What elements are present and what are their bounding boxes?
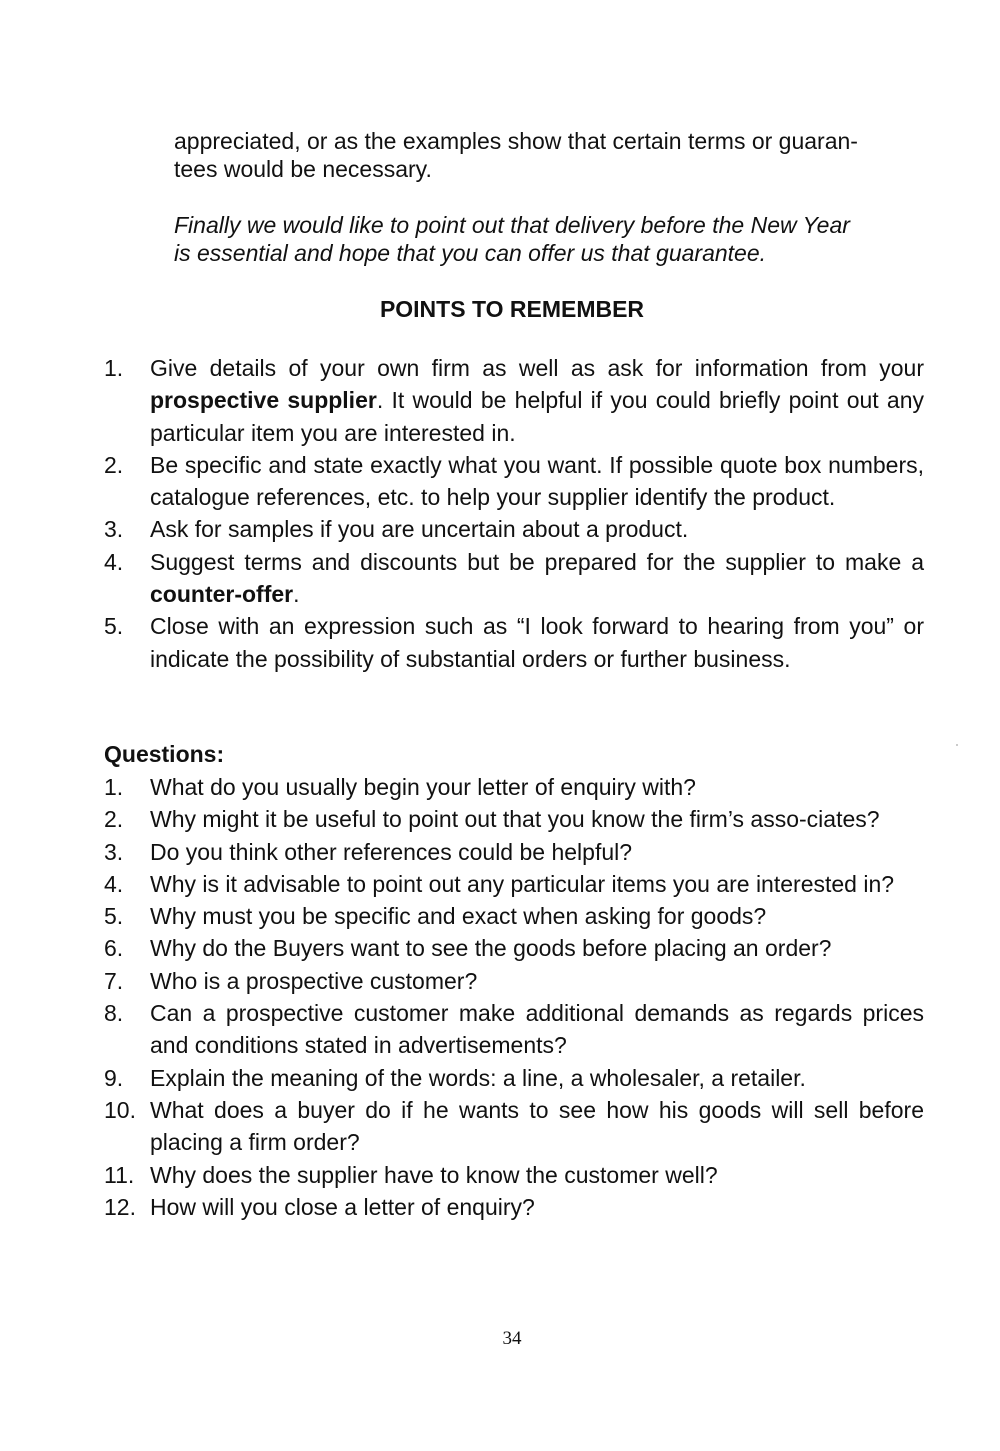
item-text: Do you think other references could be helpful? [150,838,633,865]
list-item [104,449,924,514]
list-item [104,932,924,964]
item-text: What do you usually begin your letter of enquiry with? [150,774,696,800]
item-number: 2. [104,451,124,478]
item-number: 2. [104,806,124,833]
item-number: 12. [104,1193,136,1220]
list-item [104,771,924,803]
item-number: 4. [104,870,124,897]
item-bold: prospective supplier [150,387,377,414]
item-text: Why do the Buyers want to see the goods before placing an order? [150,935,832,962]
intro-line-1: appreciated, or as the examples show that certain terms or guaran- [174,128,858,154]
scan-speck [956,744,958,746]
list-item [104,513,924,545]
item-number: 3. [104,838,124,865]
item-text: How will you close a letter of enquiry? [150,1193,535,1220]
item-text: Close with an expression such as “I look forward to hearing from you” or indicate the possibility of substantial orders or further business. [150,613,924,672]
list-item [104,610,924,675]
item-number: 3. [104,516,124,543]
list-item [104,965,924,997]
item-number: 7. [104,967,124,994]
item-number: 6. [104,935,124,962]
list-item [104,1062,924,1094]
item-text: Why is it advisable to point out any particular items you are interested in? [150,870,895,897]
item-text: . It would be helpful if you could briefly point out any particular item you are interested in. [150,387,925,446]
item-text: Ask for samples if you are uncertain about a product. [150,516,689,543]
item-text: Give details of your own firm as well as ask for information from your [150,355,924,381]
list-item [104,868,924,900]
item-number: 4. [104,548,124,575]
item-text: Explain the meaning of the words: a line, a wholesaler, a retailer. [150,1064,806,1091]
list-item [104,997,924,1062]
item-text: Suggest terms and discounts but be prepared for the supplier to make a [150,548,924,575]
page-number: 34 [502,1328,522,1349]
italic-line-1: Finally we would like to point out that delivery before the New Year [174,212,850,238]
item-bold: counter-offer [150,581,294,608]
item-text: Be specific and state exactly what you want. If possible quote box numbers, catalogue references, etc. to help your supplier identify the product. [150,451,924,511]
list-item [104,1094,924,1159]
list-item [104,1159,924,1191]
item-number: 5. [104,613,124,640]
item-number: 9. [104,1064,124,1091]
item-number: 1. [104,355,124,381]
list-item [104,900,924,932]
item-number: 10. [104,1096,136,1123]
italic-line-2: is essential and hope that you can offer us that guarantee. [174,240,767,266]
item-text: What does a buyer do if he wants to see how his goods will sell before placing a firm order? [150,1096,924,1156]
list-item [104,803,924,835]
intro-paragraph [174,127,924,183]
item-text: Who is a prospective customer? [150,967,478,994]
questions-list [104,771,924,1223]
questions-heading: Questions: [104,741,225,767]
intro-line-2: tees would be necessary. [174,156,432,182]
list-item [104,1191,924,1223]
list-item [104,836,924,868]
item-text: Why must you be specific and exact when asking for goods? [150,903,767,930]
item-text: . [293,581,300,608]
item-text: Why does the supplier have to know the customer well? [150,1161,718,1188]
item-text: Why might it be useful to point out that you know the firm’s asso-ciates? [150,806,880,833]
points-list [104,352,924,675]
item-number: 8. [104,1000,124,1027]
item-number: 1. [104,774,124,800]
list-item [104,352,924,449]
italic-paragraph [174,211,924,267]
item-number: 5. [104,903,124,930]
points-heading: POINTS TO REMEMBER [379,296,645,322]
item-number: 11. [104,1161,135,1188]
list-item [104,546,924,611]
item-text: Can a prospective customer make additional demands as regards prices and conditions stated in advertisements? [150,1000,924,1059]
